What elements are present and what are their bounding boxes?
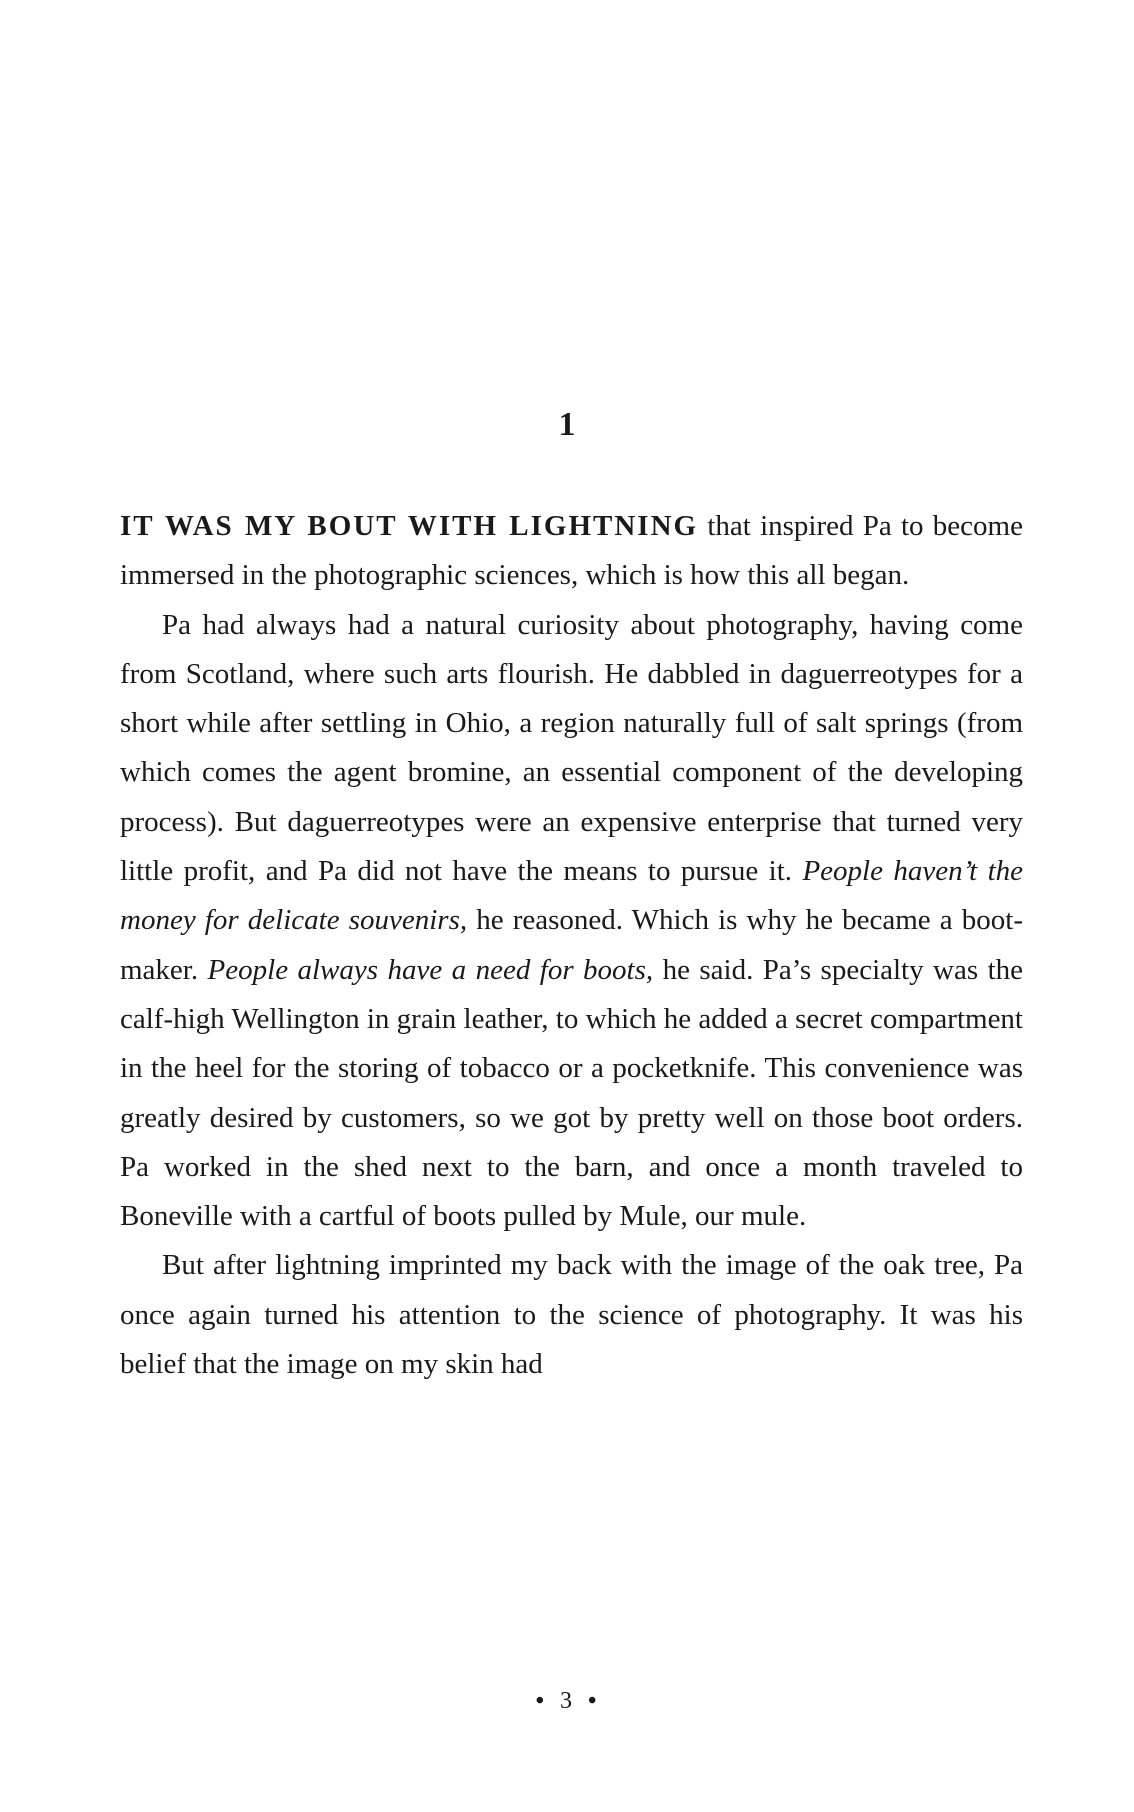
chapter-number: 1 bbox=[558, 406, 576, 443]
folio-ornament-left: • bbox=[535, 1688, 546, 1714]
page-folio bbox=[0, 1688, 1134, 1715]
folio-ornament-right: • bbox=[588, 1688, 599, 1714]
paragraph-3-text: But after lightning imprinted my back with the image of the oak tree, Pa once again turned his attention to the science of photography. It was his belief that the image on my skin had bbox=[120, 1249, 1023, 1381]
lead-in-small-caps: IT WAS MY BOUT WITH LIGHTNING bbox=[120, 510, 699, 542]
paragraph-3 bbox=[120, 1241, 1023, 1389]
paragraph-2-italic-quote: People haven’t the money for delicate souvenirs, bbox=[120, 855, 1023, 937]
body-text bbox=[120, 502, 1023, 1389]
paragraph-1 bbox=[120, 502, 1023, 601]
paragraph-2-segment: he reasoned. Which is why he became a boot-maker. bbox=[120, 904, 1023, 986]
paragraph-1-text: that inspired Pa to become immersed in the photographic sciences, which is how this all began. bbox=[120, 510, 1023, 592]
page-number: 3 bbox=[560, 1688, 574, 1714]
paragraph-2 bbox=[120, 601, 1023, 1242]
paragraph-2-italic-quote: People always have a need for boots, bbox=[207, 953, 654, 986]
paragraph-2-segment: he said. Pa’s specialty was the calf-high Wellington in grain leather, to which he added a secret compartment in the heel for the storing of tobacco or a pocketknife. This convenience was greatly desired by customers, so we got by pretty well on those boot orders. Pa worked in the shed next to the barn, and once a month traveled to Boneville with a cartful of boots pulled by Mule, our mule. bbox=[120, 953, 1024, 1233]
paragraph-2-segment: Pa had always had a natural curiosity about photography, having come from Scotland, where such arts flourish. He dabbled in daguerreotypes for a short while after settling in Ohio, a region naturally full of salt springs (from which comes the agent bromine, an essential component of the developing process). But daguerreotypes were an expensive enterprise that turned very little profit, and Pa did not have the means to pursue it. bbox=[120, 608, 1023, 888]
